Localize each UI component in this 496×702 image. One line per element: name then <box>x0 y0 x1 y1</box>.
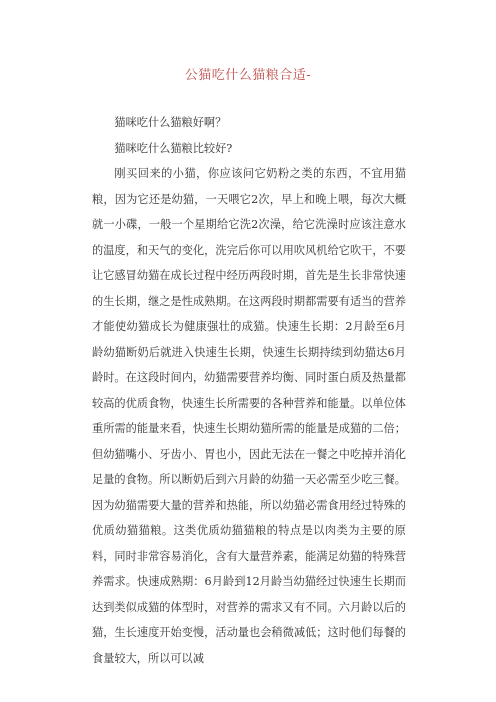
document-body <box>92 110 406 671</box>
paragraph: 刚买回来的小猫，你应该问它奶粉之类的东西，不宜用猫粮，因为它还是幼猫，一天喂它2次，早上和晚上喂，每次大概就一小碟，一般一个星期给它洗2次澡，给它洗澡时应该注意水的温度，和天气的变化，洗完后你可以用吹风机给它吹干，不要让它感冒幼猫在成长过程中经历两段时期，首先是生长非常快速的生长期，继之是性成熟期。在这两段时期都需要有适当的营养才能使幼猫成长为健康强壮的成猫。快速生长期：2月龄至6月龄幼猫断奶后就进入快速生长期，快速生长期持续到幼猫达6月龄时。在这段时间内，幼猫需要营养均衡、同时蛋白质及热量都较高的优质食物，快速生长所需要的各种营养和能量。以单位体重所需的能量来看，快速生长期幼猫所需的能量是成猫的二倍；但幼猫嘴小、牙齿小、胃也小，因此无法在一餐之中吃掉并消化足量的食物。所以断奶后到六月龄的幼猫一天必需至少吃三餐。因为幼猫需要大量的营养和热能，所以幼猫必需食用经过特殊的优质幼猫猫粮。这类优质幼猫猫粮的特点是以肉类为主要的原料，同时非常容易消化，含有大量营养素，能满足幼猫的特殊营养需求。快速成熟期：6月龄到12月龄当幼猫经过快速生长期而达到类似成猫的体型时，对营养的需求又有不同。六月龄以后的猫，生长速度开始变慢，活动量也会稍微减低；这时他们每餐的食量较大，所以可以减 <box>92 167 406 665</box>
document-title: 公猫吃什么猫粮合适- <box>184 68 312 83</box>
paragraph: 猫咪吃什么猫粮好啊？ <box>114 116 227 129</box>
paragraph: 猫咪吃什么猫粮比较好? <box>114 141 233 155</box>
